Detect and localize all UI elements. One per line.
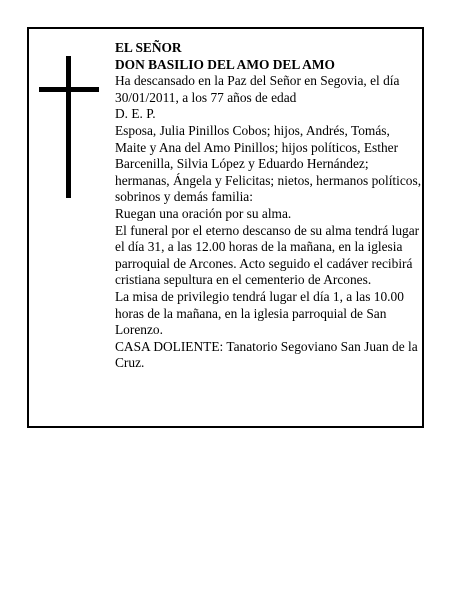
funeral-details: El funeral por el eterno descanso de su alma tendrá lugar el día 31, a las 12.00 horas de la mañana, en la iglesia parroquial de Arcones. Acto seguido el cadáver recibirá cristiana sepultura en el cementerio de Arcones. xyxy=(115,222,420,288)
prayer-request: Ruegan una oración por su alma. xyxy=(115,205,292,221)
death-statement: Ha descansado en la Paz del Señor en Segovia, el día 30/01/2011, a los 77 años de edad xyxy=(115,73,400,105)
mourning-house: CASA DOLIENTE: Tanatorio Segoviano San Juan de la Cruz. xyxy=(115,338,418,371)
obituary-notice xyxy=(27,27,424,428)
notice-text xyxy=(115,40,423,372)
mass-details: La misa de privilegio tendrá lugar el día 1, a las 10.00 horas de la mañana, en la iglesia parroquial de San Lorenzo. xyxy=(115,288,404,338)
cross-horizontal-bar xyxy=(39,87,99,92)
dep-line: D. E. P. xyxy=(115,106,156,122)
cross-vertical-bar xyxy=(66,56,71,198)
heading-title: EL SEÑOR xyxy=(115,40,182,55)
deceased-name: DON BASILIO DEL AMO DEL AMO xyxy=(115,56,335,72)
cross-icon xyxy=(39,56,99,198)
family-list: Esposa, Julia Pinillos Cobos; hijos, Andrés, Tomás, Maite y Ana del Amo Pinillos; hijos políticos, Esther Barcenilla, Silvia López y Eduardo Hernández; hermanas, Ángela y Felicitas; nietos, hermanos políticos, sobrinos y demás familia: xyxy=(115,122,422,205)
